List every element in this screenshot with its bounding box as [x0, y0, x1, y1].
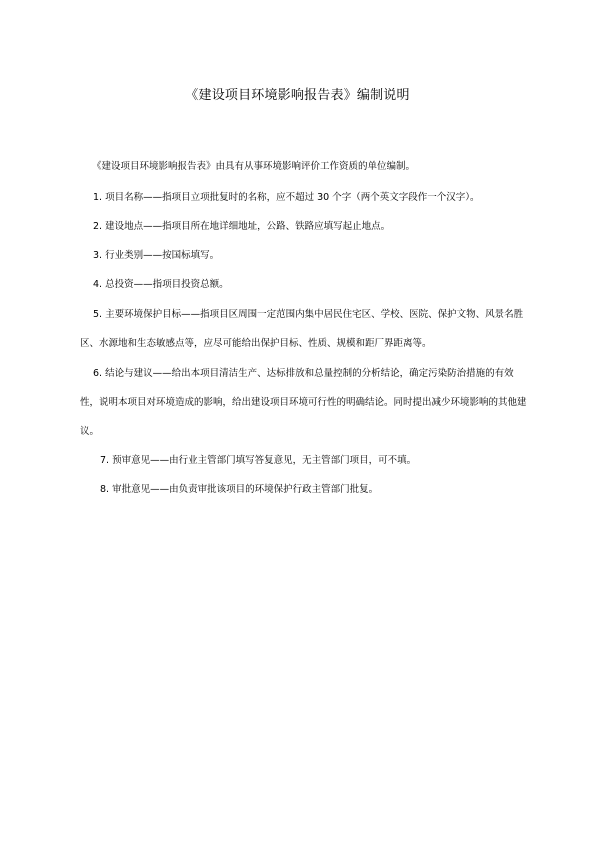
item-industry-category: 3. 行业类别——按国标填写。 [93, 250, 220, 261]
item-protection-targets: 5. 主要环境保护目标——指项目区周围一定范围内集中居民住宅区、学校、医院、保护文物、风景名胜区、水源地和生态敏感点等，应尽可能给出保护目标、性质、规模和距厂界距离等。 [80, 309, 524, 349]
instructions-body [80, 160, 530, 497]
item-total-investment: 4. 总投资——指项目投资总额。 [93, 279, 229, 290]
item-conclusions: 6. 结论与建议——给出本项目清洁生产、达标排放和总量控制的分析结论，确定污染防治措施的有效性，说明本项目对环境造成的影响，给出建设项目环境可行性的明确结论。同时提出减少环境影响的其他建议。 [80, 368, 527, 437]
item-construction-site: 2. 建设地点——指项目所在地详细地址，公路、铁路应填写起止地点。 [93, 221, 391, 232]
intro-paragraph: 《建设项目环境影响报告表》由具有从事环境影响评价工作资质的单位编制。 [92, 161, 416, 172]
item-approval-opinion: 8. 审批意见——由负责审批该项目的环境保护行政主管部门批复。 [100, 484, 379, 495]
page-title: 《建设项目环境影响报告表》编制说明 [185, 88, 410, 103]
item-project-name: 1. 项目名称——指项目立项批复时的名称，应不超过 30 个字（两个英文字段作一个汉字）。 [93, 192, 480, 203]
item-preliminary-review: 7. 预审意见——由行业主管部门填写答复意见，无主管部门项目，可不填。 [100, 455, 417, 466]
